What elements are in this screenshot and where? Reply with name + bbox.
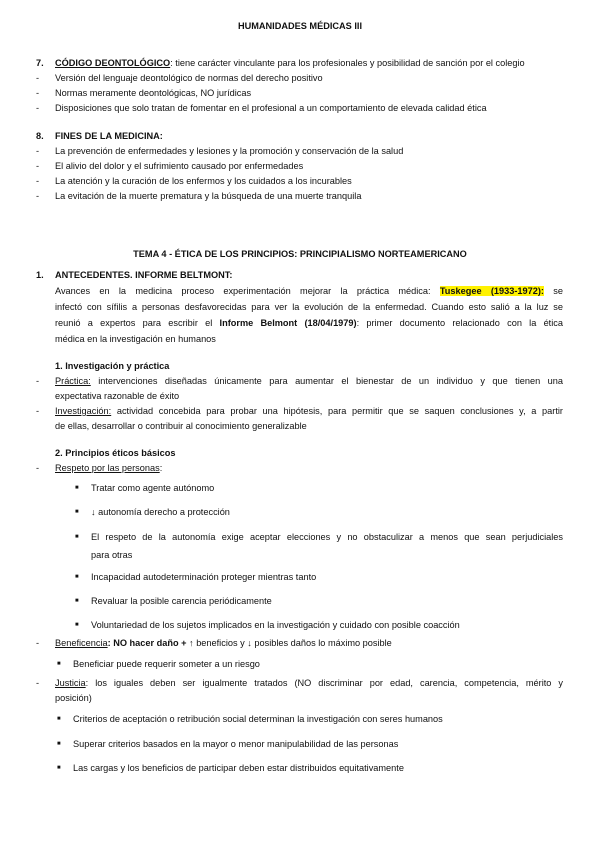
informe-belmont: Informe Belmont (18/04/1979) (219, 318, 357, 328)
dash: - (36, 678, 40, 688)
paragraph-line-4: médica en la investigación en humanos (55, 334, 216, 344)
respeto-item-3: El respeto de la autonomía exige aceptar elecciones y no obstaculizar a menos que sean perjudiciales (91, 532, 563, 542)
tuskegee-highlight: Tuskegee (1933-1972): (439, 286, 544, 296)
investigacion-label: Investigación: (55, 406, 112, 416)
paragraph-line-3 (55, 317, 563, 329)
respeto-heading (55, 462, 162, 474)
section-7-item-2: Normas meramente deontológicas, NO jurídicas (55, 88, 252, 98)
respeto-item-5: Revaluar la posible carencia periódicamente (91, 596, 272, 606)
section-7-intro: : tiene carácter vinculante para los profesionales y posibilidad de sanción por el colegio (170, 58, 525, 68)
bullet-icon: ■ (75, 622, 79, 628)
tema-4-title: TEMA 4 - ÉTICA DE LOS PRINCIPIOS: PRINCIPIALISMO NORTEAMERICANO (133, 249, 467, 259)
section-7-item-3: Disposiciones que solo tratan de fomentar en el profesional a un comportamiento de elevada calidad ética (55, 103, 487, 113)
section-1-title: ANTECEDENTES. INFORME BELTMONT: (55, 270, 233, 280)
respeto-item-6: Voluntariedad de los sujetos implicados en la investigación y cuidado con posible coacción (91, 620, 460, 630)
dash: - (36, 73, 40, 83)
bullet-icon: ■ (57, 716, 61, 722)
investigacion-line-1 (55, 405, 563, 417)
section-8-item-3: La atención y la curación de los enfermos y los cuidados a los incurables (55, 176, 352, 186)
dash: - (36, 638, 40, 648)
paragraph-line-3-end: : primer documento relacionado con la ética (356, 318, 563, 328)
bullet-icon: ■ (57, 741, 61, 747)
beneficencia-label: Beneficencia (55, 638, 108, 648)
bullet-icon: ■ (75, 485, 79, 491)
bullet-icon: ■ (75, 509, 79, 515)
section-7-heading (55, 57, 525, 69)
section-8-item-4: La evitación de la muerte prematura y la búsqueda de una muerte tranquila (55, 191, 362, 201)
beneficencia-item: Beneficiar puede requerir someter a un riesgo (73, 659, 260, 669)
section-7-title: CÓDIGO DEONTOLÓGICO (55, 58, 171, 68)
justicia-label: Justicia (55, 678, 86, 688)
paragraph-line-1-end: se (553, 286, 563, 296)
respeto-item-2: ↓ autonomía derecho a protección (91, 507, 230, 517)
dash: - (36, 103, 40, 113)
practica-line-2: expectativa razonable de éxito (55, 391, 180, 401)
beneficencia-bold: : NO hacer daño + (107, 638, 190, 648)
respeto-item-1: Tratar como agente autónomo (91, 483, 215, 493)
dash: - (36, 406, 40, 416)
beneficencia-text: ↑ beneficios y ↓ posibles daños lo máximo posible (189, 638, 392, 648)
paragraph-line-3-start: reunió a expertos para escribir el (55, 318, 213, 328)
section-8-title: FINES DE LA MEDICINA: (55, 131, 163, 141)
paragraph-line-1 (55, 285, 563, 297)
paragraph-line-2: infectó con sífilis a personas desfavorecidas para ver la evolución de la enfermedad. Cuando esto salió a la luz se (55, 302, 563, 312)
paragraph-line-1-text: Avances en la medicina proceso experimentación mejorar la práctica médica: (55, 286, 431, 296)
dash: - (36, 376, 40, 386)
dash: - (36, 191, 40, 201)
respeto-colon: : (159, 463, 163, 473)
respeto-item-4: Incapacidad autodeterminación proteger mientras tanto (91, 572, 317, 582)
bullet-icon: ■ (57, 765, 61, 771)
section-8-item-2: El alivio del dolor y el sufrimiento causado por enfermedades (55, 161, 304, 171)
investigacion-text: actividad concebida para probar una hipótesis, para permitir que se saquen conclusiones y, a partir (111, 406, 563, 416)
practica-line-1 (55, 375, 563, 387)
page-header-title: HUMANIDADES MÉDICAS III (237, 21, 363, 31)
justicia-line-2: posición) (55, 693, 92, 703)
dash: - (36, 463, 40, 473)
section-8-item-1: La prevención de enfermedades y lesiones y la promoción y conservación de la salud (55, 146, 404, 156)
subsection-1-title: 1. Investigación y práctica (55, 361, 170, 371)
section-1-number: 1. (36, 270, 44, 280)
bullet-icon: ■ (75, 598, 79, 604)
investigacion-line-2: de ellas, desarrollar o contribuir al conocimiento generalizable (55, 421, 307, 431)
section-7-number: 7. (36, 58, 44, 68)
bullet-icon: ■ (57, 661, 61, 667)
dash: - (36, 161, 40, 171)
respeto-label: Respeto por las personas (55, 463, 160, 473)
justicia-line-1 (55, 677, 563, 689)
dash: - (36, 88, 40, 98)
practica-text: intervenciones diseñadas únicamente para aumentar el bienestar de un individuo y que tienen una (90, 376, 563, 386)
justicia-text: : los iguales deben ser igualmente tratados (NO discriminar por edad, carencia, competencia, mérito y (85, 678, 563, 688)
dash: - (36, 146, 40, 156)
bullet-icon: ■ (75, 574, 79, 580)
justicia-item-1: Criterios de aceptación o retribución social determinan la investigación con seres humanos (73, 714, 443, 724)
respeto-item-3-cont: para otras (91, 550, 133, 560)
bullet-icon: ■ (75, 534, 79, 540)
section-8-number: 8. (36, 131, 44, 141)
practica-label: Práctica: (55, 376, 91, 386)
justicia-item-3: Las cargas y los beneficios de participar deben estar distribuidos equitativamente (73, 763, 404, 773)
beneficencia-line (55, 637, 392, 649)
section-7-item-1: Versión del lenguaje deontológico de normas del derecho positivo (55, 73, 323, 83)
subsection-2-title: 2. Principios éticos básicos (55, 448, 176, 458)
justicia-item-2: Superar criterios basados en la mayor o menor manipulabilidad de las personas (73, 739, 399, 749)
dash: - (36, 176, 40, 186)
